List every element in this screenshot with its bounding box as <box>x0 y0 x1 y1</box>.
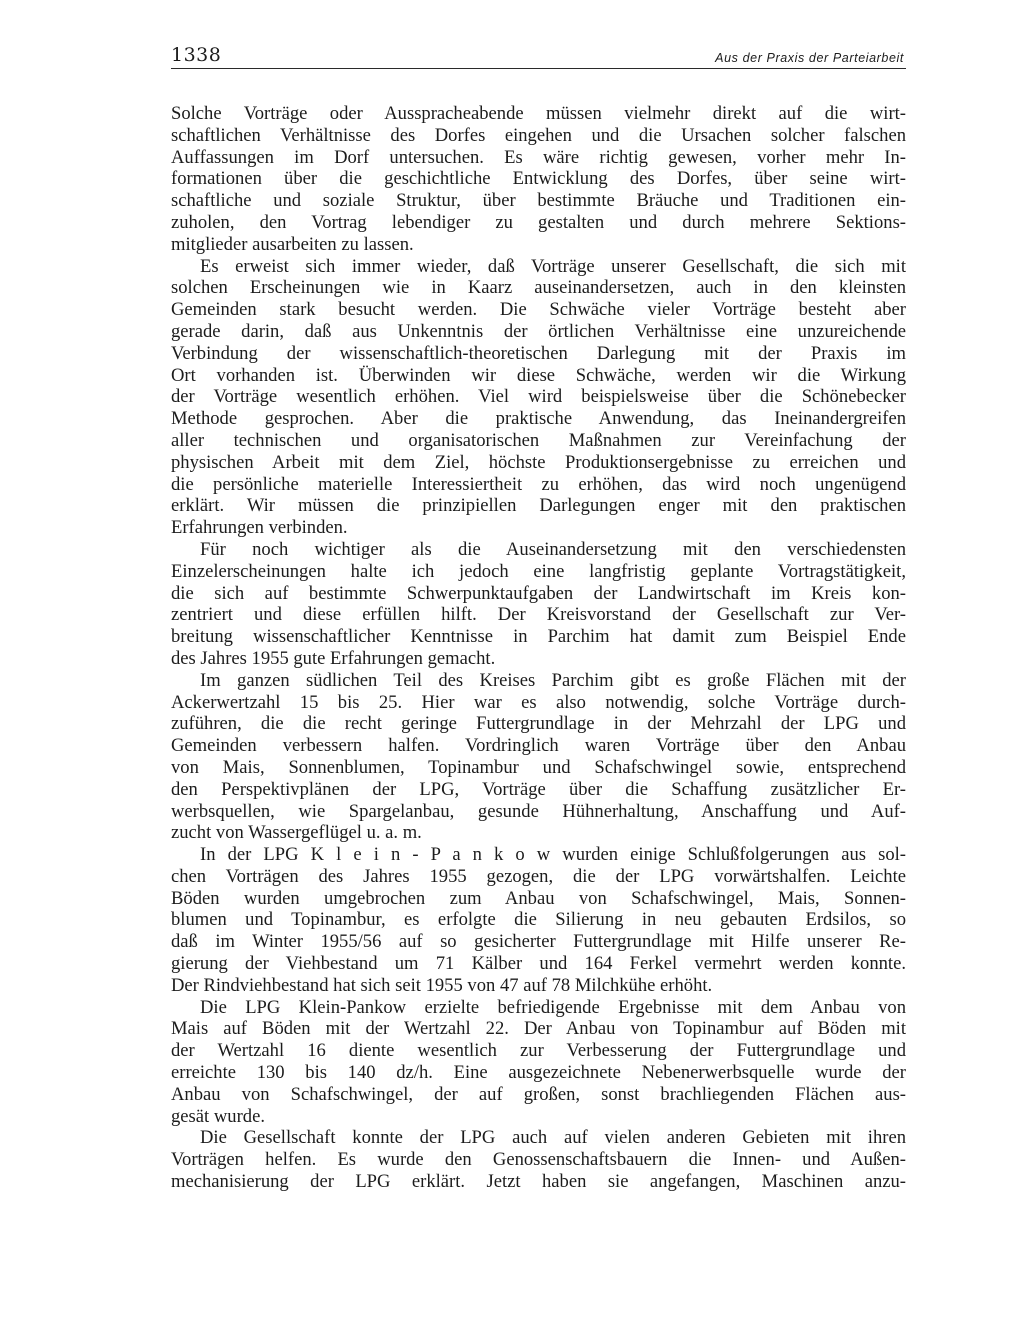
paragraph <box>171 997 906 1128</box>
text-line: der Vorträge wesentlich erhöhen. Viel wird beispielsweise über die Schönebecker <box>171 386 906 408</box>
text-line: Ackerwertzahl 15 bis 25. Hier war es also notwendig, solche Vorträge durch- <box>171 691 906 713</box>
paragraph <box>171 539 906 670</box>
text-line: Die Gesellschaft konnte der LPG auch auf vielen anderen Gebieten mit ihren <box>200 1127 906 1149</box>
text-line: Verbindung der wissenschaftlich-theoretischen Darlegung mit der Praxis im <box>171 342 906 364</box>
text-line: zuführen, die die recht geringe Futtergrundlage in der Mehrzahl der LPG und <box>171 713 906 735</box>
text-line: Solche Vorträge oder Ausspracheabende müssen vielmehr direkt auf die wirt- <box>171 103 906 124</box>
text-line: physischen Arbeit mit dem Ziel, höchste Produktionsergebnisse zu erreichen und <box>171 451 906 473</box>
text-line: Einzelerscheinungen halte ich jedoch eine langfristig geplante Vortragstätigkeit, <box>171 560 906 582</box>
text-line: Anbau von Schafschwingel, der auf großen, sonst brachliegenden Flächen aus- <box>171 1083 906 1105</box>
text-line: Ort vorhanden ist. Überwinden wir diese Schwäche, werden wir die Wirkung <box>171 364 906 386</box>
text-line: Gemeinden stark besucht werden. Die Schwäche vieler Vorträge besteht aber <box>171 299 906 321</box>
article-body <box>171 103 906 1193</box>
text-line: Für noch wichtiger als die Auseinandersetzung mit den verschiedensten <box>200 538 906 560</box>
text-line: Erfahrungen verbinden. <box>171 517 348 539</box>
text-line: gerade darin, daß aus Unkenntnis der örtlichen Verhältnisse eine unzureichende <box>171 320 906 342</box>
text-line: den Perspektivplänen der LPG, Vorträge über die Schaffung zusätzlicher Er- <box>171 778 906 800</box>
text-line: solchen Erscheinungen wie in Kaarz auseinandersetzen, auch in den kleinsten <box>171 277 906 299</box>
text-line: Mais auf Böden mit der Wertzahl 22. Der Anbau von Topinambur auf Böden mit <box>171 1018 906 1040</box>
text-line: von Mais, Sonnenblumen, Topinambur und Schafschwingel sowie, entsprechend <box>171 756 906 778</box>
text-line: Gemeinden verbessern halfen. Vordringlich waren Vorträge über den Anbau <box>171 735 906 757</box>
page-number: 1338 <box>171 44 222 66</box>
paragraph <box>171 844 906 997</box>
text-line: In der LPG K l e i n - P a n k o w wurden einige Schlußfolgerungen aus sol- <box>200 844 906 866</box>
document-page <box>171 40 906 1193</box>
text-line: erreichte 130 bis 140 dz/h. Eine ausgezeichnete Nebenerwerbsquelle wurde der <box>171 1062 906 1084</box>
text-line: zuholen, den Vortrag lebendiger zu gestalten und durch mehrere Sektions- <box>171 211 906 233</box>
paragraph <box>171 1127 906 1192</box>
text-line: schaftlichen Verhältnisse des Dorfes eingehen und die Ursachen solcher falschen <box>171 124 906 146</box>
running-head: Aus der Praxis der Parteiarbeit <box>715 51 904 65</box>
text-line: mechanisierung der LPG erklärt. Jetzt haben sie angefangen, Maschinen anzu- <box>171 1171 906 1193</box>
text-line: aller technischen und organisatorischen Maßnahmen zur Vereinfachung der <box>171 429 906 451</box>
text-line: zucht von Wassergeflügel u. a. m. <box>171 822 422 844</box>
page-header <box>171 40 906 69</box>
text-line: breitung wissenschaftlicher Kenntnisse in Parchim hat damit zum Beispiel Ende <box>171 626 906 648</box>
text-line: die sich auf bestimmte Schwerpunktaufgaben der Landwirtschaft im Kreis kon- <box>171 582 906 604</box>
text-line: Böden wurden umgebrochen zum Anbau von Schafschwingel, Mais, Sonnen- <box>171 887 906 909</box>
text-line: Der Rindviehbestand hat sich seit 1955 von 47 auf 78 Milchkühe erhöht. <box>171 974 713 996</box>
text-line: blumen und Topinambur, es erfolgte die Silierung in neu gebauten Erdsilos, so <box>171 909 906 931</box>
text-line: werbsquellen, wie Spargelanbau, gesunde Hühnerhaltung, Anschaffung und Auf- <box>171 800 906 822</box>
text-line: mitglieder ausarbeiten zu lassen. <box>171 233 414 255</box>
text-line: zentriert und diese erfüllen hilft. Der Kreisvorstand der Gesellschaft zur Ver- <box>171 604 906 626</box>
text-line: Im ganzen südlichen Teil des Kreises Parchim gibt es große Flächen mit der <box>200 669 906 691</box>
text-line: erklärt. Wir müssen die prinzipiellen Darlegungen enger mit den praktischen <box>171 495 906 517</box>
text-line: Die LPG Klein-Pankow erzielte befriedigende Ergebnisse mit dem Anbau von <box>200 996 906 1018</box>
text-line: Auffassungen im Dorf untersuchen. Es wäre richtig gewesen, vorher mehr In- <box>171 146 906 168</box>
text-line: gesät wurde. <box>171 1105 265 1127</box>
text-line: die persönliche materielle Interessiertheit zu erhöhen, das wird noch ungenügend <box>171 473 906 495</box>
paragraph <box>171 256 906 539</box>
text-line: der Wertzahl 16 diente wesentlich zur Verbesserung der Futtergrundlage und <box>171 1040 906 1062</box>
text-line: Vorträgen helfen. Es wurde den Genossenschaftsbauern die Innen- und Außen- <box>171 1149 906 1171</box>
paragraph <box>171 103 906 256</box>
text-line: des Jahres 1955 gute Erfahrungen gemacht. <box>171 647 496 669</box>
text-line: schaftliche und soziale Struktur, über bestimmte Bräuche und Traditionen ein- <box>171 190 906 212</box>
text-line: Es erweist sich immer wieder, daß Vorträge unserer Gesellschaft, die sich mit <box>200 255 906 277</box>
text-line: Methode gesprochen. Aber die praktische Anwendung, das Ineinandergreifen <box>171 408 906 430</box>
text-line: gierung der Viehbestand um 71 Kälber und 164 Ferkel vermehrt werden konnte. <box>171 953 906 975</box>
paragraph <box>171 670 906 844</box>
text-line: daß im Winter 1955/56 auf so gesicherter Futtergrundlage mit Hilfe unserer Re- <box>171 931 906 953</box>
text-line: chen Vorträgen des Jahres 1955 gezogen, die der LPG vorwärtshalfen. Leichte <box>171 865 906 887</box>
text-line: formationen über die geschichtliche Entwicklung des Dorfes, über seine wirt- <box>171 168 906 190</box>
